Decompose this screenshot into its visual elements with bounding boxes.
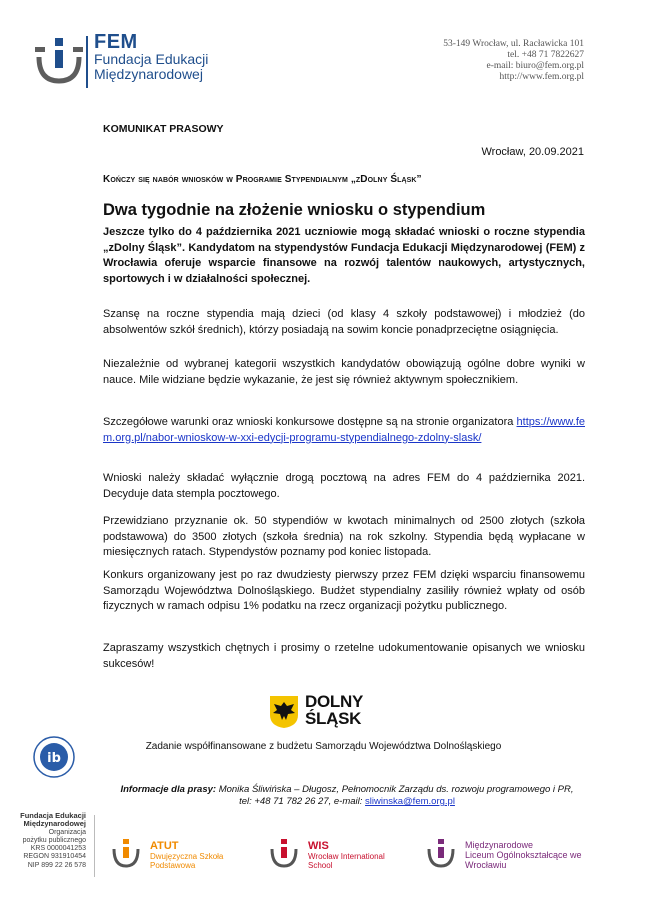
subheading: Kończy się nabór wniosków w Programie Stypendialnym „zDolny Śląsk”: [103, 174, 422, 185]
contact-person: Monika Śliwińska – Długosz, Pełnomocnik Zarządu ds. rozwoju programowego i PR,: [218, 784, 574, 795]
address-block: [443, 39, 584, 83]
address-line: 53-149 Wrocław, ul. Racławicka 101: [443, 39, 584, 49]
liceum-logo-icon: [425, 836, 459, 870]
paragraph-4-block: [103, 471, 585, 502]
paragraph: [103, 415, 585, 446]
atut-sub: Dwujęzyczna Szkoła Podstawowa: [150, 852, 224, 870]
ib-world-school-badge-icon: [33, 736, 75, 778]
wis-sub: Wrocław International School: [308, 852, 385, 870]
atut-text: [150, 840, 230, 870]
dolny-slask-line2: ŚLĄSK: [305, 709, 362, 728]
liceum-sub: Liceum Ogólnokształcące we Wrocławiu: [465, 850, 582, 870]
lead-paragraph-block: [103, 225, 585, 287]
paragraph-2-block: [103, 357, 585, 388]
wis-logo-icon: [268, 836, 302, 870]
paragraph-7-block: [103, 641, 585, 672]
atut-name: ATUT: [150, 840, 179, 852]
footer-divider: [94, 815, 95, 877]
contact-line2: [108, 796, 586, 808]
ib-label: ib: [47, 751, 61, 766]
contact-line1: [108, 784, 586, 796]
logo-line1: Fundacja Edukacji: [94, 51, 209, 67]
fem-logo-text: [94, 32, 208, 82]
regon-line: REGON 931910454: [23, 853, 86, 861]
logo-name: FEM: [94, 31, 138, 53]
website-line: http://www.fem.org.pl: [499, 72, 584, 82]
dateline: Wrocław, 20.09.2021: [481, 146, 584, 158]
fem-logo-icon: [33, 35, 91, 87]
contact-email-link[interactable]: sliwinska@fem.org.pl: [365, 796, 455, 807]
dolny-slask-line1: DOLNY: [305, 692, 364, 711]
paragraph-text: Szczegółowe warunki oraz wnioski konkursowe dostępne są na stronie organizatora: [103, 416, 514, 428]
paragraph: Konkurs organizowany jest po raz dwudziesty pierwszy przez FEM dzięki wsparciu finansowemu Samorządu Województwa Dolnośląskiego. Budżet stypendialny zasiliły również wpłaty od osób fizycznych w ramach odpisu 1% podatku na rzecz organizacji pożytku publicznego.: [103, 569, 585, 613]
press-release-label: KOMUNIKAT PRASOWY: [103, 123, 224, 135]
press-contact: [108, 784, 586, 808]
nip-line: NIP 899 22 26 578: [27, 861, 86, 869]
contact-label: Informacje dla prasy:: [120, 784, 217, 795]
headline: Dwa tygodnie na złożenie wniosku o stypendium: [103, 201, 486, 219]
paragraph: Przewidziano przyznanie ok. 50 stypendiów w kwotach minimalnych od 2500 złotych (szkoła podstawowa) do 3500 złotych (szkoła średnia) na rok szkolny. Stypendia będą wypłacane w miesięcznych ratach. Stypendystów poznamy pod koniec listopada.: [103, 515, 585, 559]
wis-name: WIS: [308, 840, 329, 852]
foundation-registry-info: [14, 812, 86, 870]
school-logo-wis: [268, 836, 418, 874]
email-line: e-mail: biuro@fem.org.pl: [486, 61, 584, 71]
paragraph: Wnioski należy składać wyłącznie drogą pocztową na adres FEM do 4 października 2021. Decyduje data stempla pocztowego.: [103, 472, 585, 500]
org-title: Fundacja Edukacji Międzynarodowej: [20, 811, 86, 829]
program-link[interactable]: https://www.fem.org.pl/nabor-wnioskow-w-xxi-edycji-programu-stypendialnego-zdolny-slask/: [103, 416, 585, 444]
logo-line2: Międzynarodowej: [94, 66, 203, 82]
dolny-slask-eagle-icon: [269, 695, 299, 729]
krs-line: KRS 0000041253: [30, 845, 86, 853]
school-logo-atut: [110, 836, 250, 874]
cofinance-note: Zadanie współfinansowane z budżetu Samorządu Województwa Dolnośląskiego: [145, 741, 502, 752]
logo-divider: [86, 36, 88, 88]
lead-paragraph: Jeszcze tylko do 4 października 2021 uczniowie mogą składać wnioski o roczne stypendia „zDolny Śląsk”. Kandydatom na stypendystów Fundacja Edukacji Międzynarodowej (FEM) z Wrocławia oferuje wsparcie finansowe na rozwój talentów naukowych, artystycznych, sportowych i w działalności społecznej.: [103, 226, 585, 285]
org-line: pożytku publicznego: [22, 836, 86, 844]
liceum-text: [465, 840, 585, 870]
paragraph: Zapraszamy wszystkich chętnych i prosimy o rzetelne udokumentowanie opisanych we wniosku sukcesów!: [103, 642, 585, 670]
liceum-name: Międzynarodowe: [465, 840, 534, 850]
paragraph: Szansę na roczne stypendia mają dzieci (od klasy 4 szkoły podstawowej) i młodzież (do absolwentów szkół średnich), którzy posiadają na sowim koncie ponadprzeciętne osiągnięcia.: [103, 308, 585, 336]
paragraph-1-block: [103, 307, 585, 338]
paragraph-3-block: [103, 415, 585, 446]
school-logo-liceum: [425, 836, 595, 874]
org-line: Organizacja: [48, 828, 86, 836]
atut-logo-icon: [110, 836, 144, 870]
paragraph-6-block: [103, 568, 585, 615]
contact-tel: tel: +48 71 782 26 27, e-mail:: [239, 796, 363, 807]
paragraph: Niezależnie od wybranej kategorii wszystkich kandydatów obowiązują ogólne dobre wyniki w nauce. Mile widziane będzie wykazanie, że jest się również aktywnym społecznikiem.: [103, 358, 585, 386]
wis-text: [308, 840, 388, 870]
paragraph-5-block: [103, 514, 585, 561]
phone-line: tel. +48 71 7822627: [507, 50, 584, 60]
dolny-slask-logo-text: [305, 693, 363, 727]
